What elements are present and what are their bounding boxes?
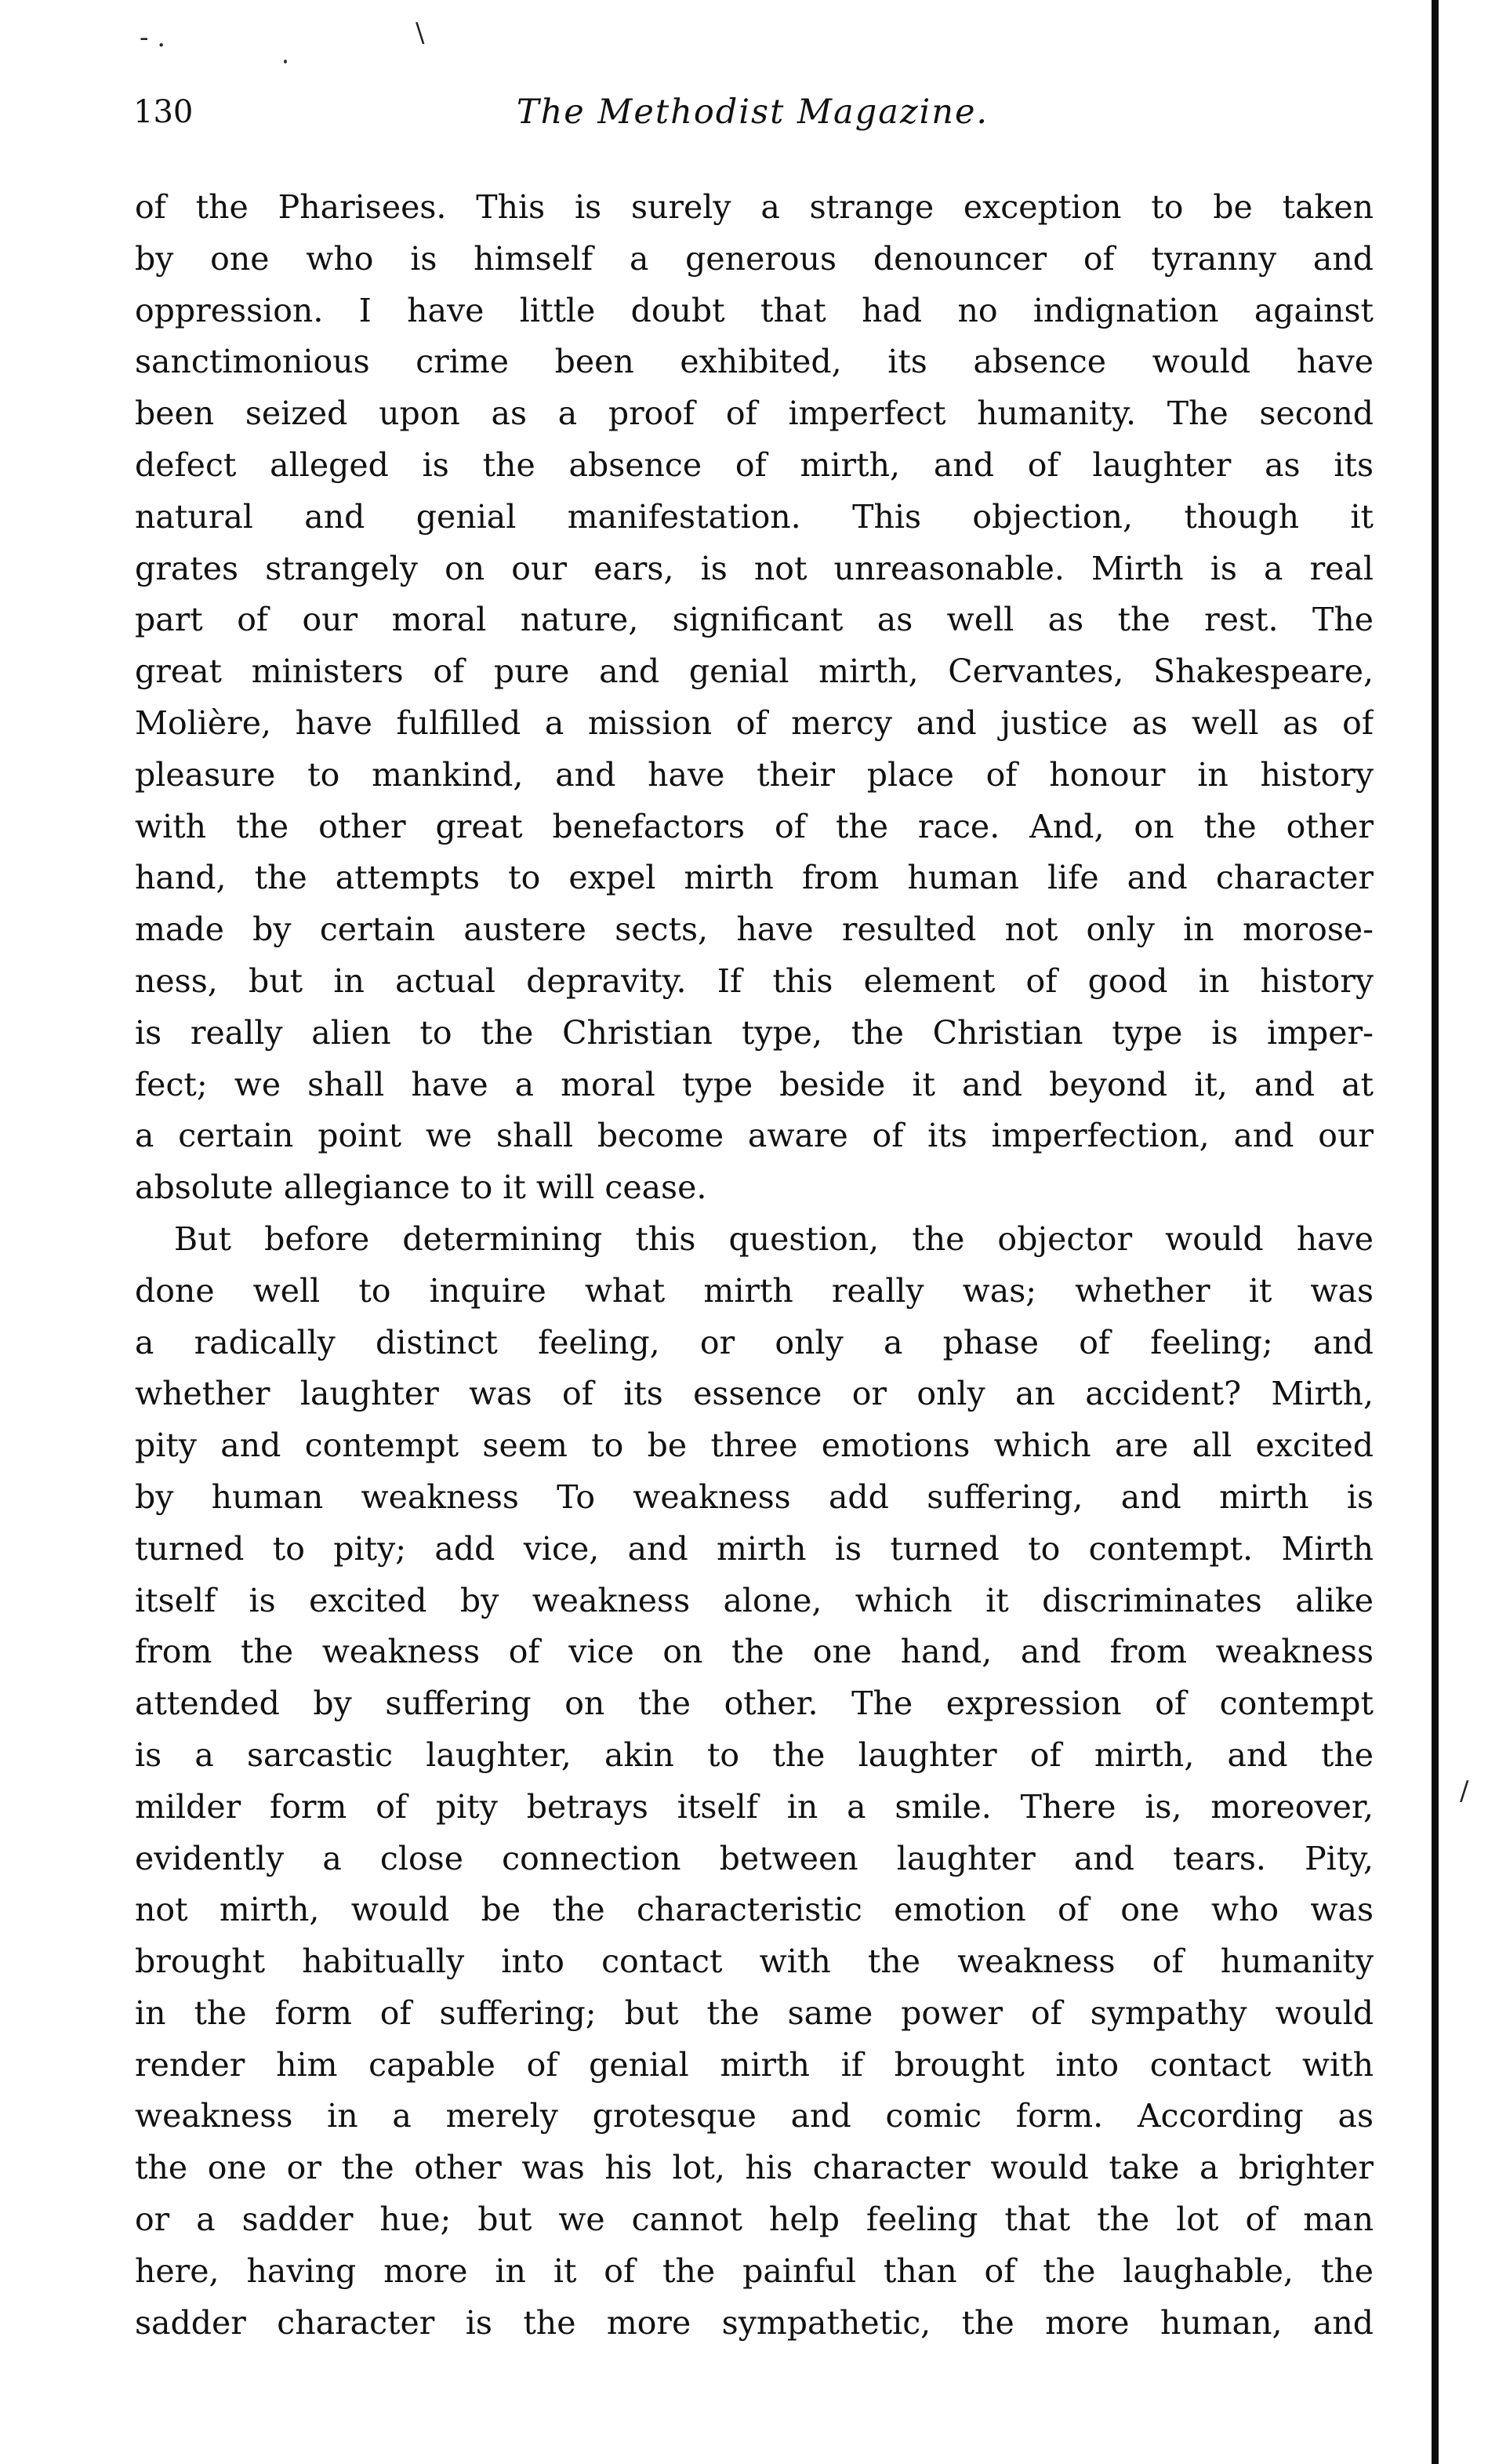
text-line: here, having more in it of the painful than of the laughable, the xyxy=(135,2251,1374,2290)
text-line: sadder character is the more sympathetic, the more human, and xyxy=(135,2303,1374,2342)
text-line: part of our moral nature, significant as well as the rest. The xyxy=(135,601,1374,639)
body-text xyxy=(135,182,1374,2349)
text-line: a certain point we shall become aware of its imperfection, and our xyxy=(135,1117,1374,1155)
text-line: But before determining this question, the objector would have xyxy=(174,1219,1374,1258)
text-line: evidently a close connection between laughter and tears. Pity, xyxy=(135,1839,1374,1877)
paragraph-2 xyxy=(135,1214,1374,2350)
text-line: of the Pharisees. This is surely a strange exception to be taken xyxy=(135,188,1374,226)
margin-mark-top-slash: \ xyxy=(416,17,425,49)
margin-mark-right: / xyxy=(1460,1775,1469,1807)
text-line: in the form of suffering; but the same power of sympathy would xyxy=(135,1993,1374,2032)
scan-binding-edge xyxy=(1432,0,1439,2464)
text-line: fect; we shall have a moral type beside it and beyond it, and at xyxy=(135,1065,1374,1103)
text-line: done well to inquire what mirth really was; whether it was xyxy=(135,1271,1374,1310)
text-line: grates strangely on our ears, is not unreasonable. Mirth is a real xyxy=(135,549,1374,587)
page-header xyxy=(133,93,1372,140)
scan-speck xyxy=(284,60,287,64)
text-line: is really alien to the Christian type, the Christian type is imper- xyxy=(135,1013,1374,1052)
text-line: or a sadder hue; but we cannot help feeling that the lot of man xyxy=(135,2201,1374,2239)
text-line: attended by suffering on the other. The expression of contempt xyxy=(135,1684,1374,1723)
running-title: The Methodist Magazine. xyxy=(516,93,989,132)
paragraph-1 xyxy=(135,182,1374,1214)
text-line: milder form of pity betrays itself in a smile. There is, moreover, xyxy=(135,1787,1374,1826)
text-line: by human weakness To weakness add suffering, and mirth is xyxy=(135,1477,1374,1516)
text-line: been seized upon as a proof of imperfect humanity. The second xyxy=(135,394,1374,433)
text-line: pity and contempt seem to be three emotions which are all excited xyxy=(135,1426,1374,1465)
text-line: turned to pity; add vice, and mirth is turned to contempt. Mirth xyxy=(135,1529,1374,1568)
text-line: defect alleged is the absence of mirth, and of laughter as its xyxy=(135,445,1374,484)
text-line: not mirth, would be the characteristic emotion of one who was xyxy=(135,1891,1374,1929)
text-line: is a sarcastic laughter, akin to the laughter of mirth, and the xyxy=(135,1735,1374,1774)
text-line: hand, the attempts to expel mirth from human life and character xyxy=(135,859,1374,897)
text-line: itself is excited by weakness alone, which it discriminates alike xyxy=(135,1581,1374,1619)
text-line: the one or the other was his lot, his character would take a brighter xyxy=(135,2149,1374,2187)
text-line: from the weakness of vice on the one hand, and from weakness xyxy=(135,1633,1374,1671)
text-line: made by certain austere sects, have resulted not only in morose- xyxy=(135,910,1374,949)
text-line: absolute allegiance to it will cease. xyxy=(135,1168,707,1207)
text-line: sanctimonious crime been exhibited, its absence would have xyxy=(135,343,1374,381)
text-line: with the other great benefactors of the race. And, on the other xyxy=(135,807,1374,845)
text-line: great ministers of pure and genial mirth, Cervantes, Shakespeare, xyxy=(135,652,1374,691)
text-line: weakness in a merely grotesque and comic form. According as xyxy=(135,2097,1374,2135)
page-number: 130 xyxy=(133,94,194,130)
text-line: natural and genial manifestation. This objection, though it xyxy=(135,497,1374,536)
text-line: whether laughter was of its essence or only an accident? Mirth, xyxy=(135,1375,1374,1413)
text-line: by one who is himself a generous denouncer of tyranny and xyxy=(135,239,1374,278)
margin-mark-top-left: - . xyxy=(140,22,166,53)
text-line: ness, but in actual depravity. If this element of good in history xyxy=(135,961,1374,1000)
text-line: a radically distinct feeling, or only a phase of feeling; and xyxy=(135,1323,1374,1361)
text-line: brought habitually into contact with the weakness of humanity xyxy=(135,1942,1374,1981)
text-line: pleasure to mankind, and have their place of honour in history xyxy=(135,755,1374,794)
text-line: oppression. I have little doubt that had no indignation against xyxy=(135,291,1374,329)
text-line: Molière, have fulfilled a mission of mercy and justice as well as of xyxy=(135,703,1374,742)
text-line: render him capable of genial mirth if brought into contact with xyxy=(135,2045,1374,2084)
